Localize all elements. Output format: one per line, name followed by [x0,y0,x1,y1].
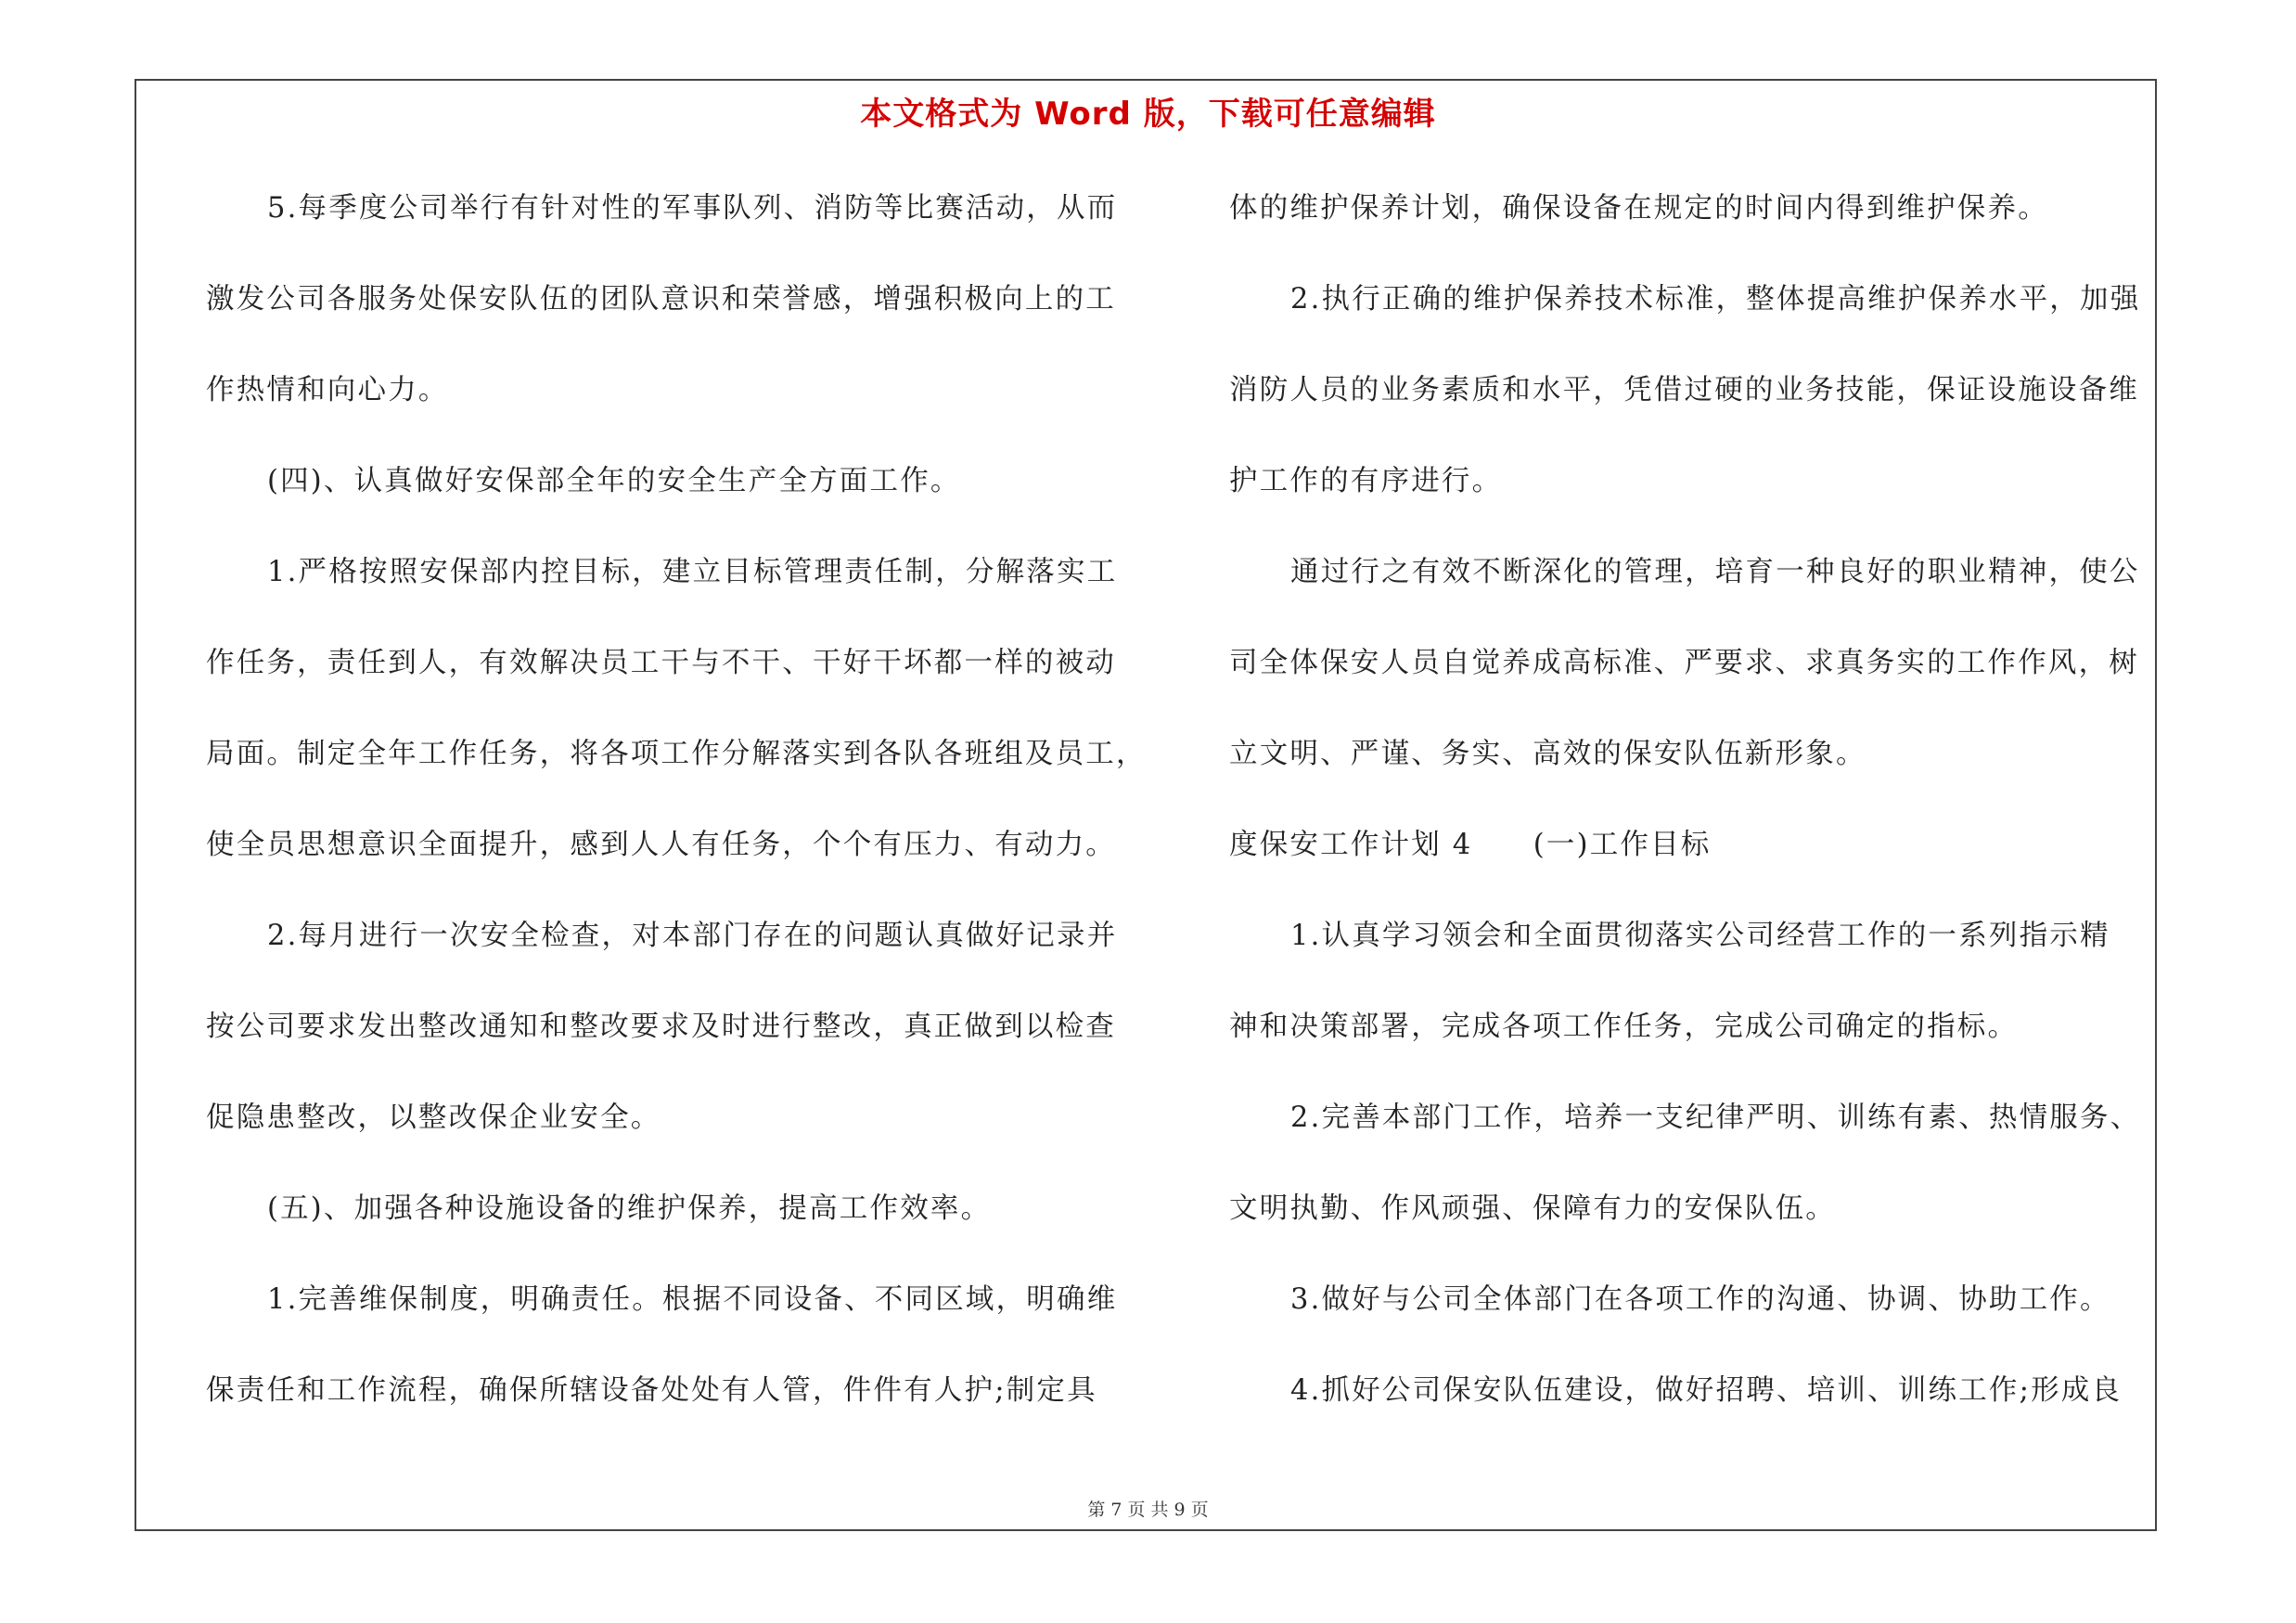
right-column [1229,186,2161,1459]
paragraph-line: 作热情和向心力。 [206,374,449,406]
paragraph-line: 体的维护保养计划，确保设备在规定的时间内得到维护保养。 [1229,192,2048,225]
paragraph-line: 5.每季度公司举行有针对性的军事队列、消防等比赛活动，从而 [267,192,1118,225]
section-heading: (五)、加强各种设施设备的维护保养，提高工作效率。 [267,1192,992,1225]
section-heading: 度保安工作计划 4 (一)工作目标 [1229,829,1712,861]
page-number: 第 7 页 共 9 页 [1087,1500,1209,1520]
paragraph-line: 使全员思想意识全面提升，感到人人有任务，个个有压力、有动力。 [206,829,1116,861]
paragraph-line: 激发公司各服务处保安队伍的团队意识和荣誉感，增强积极向上的工 [206,283,1116,316]
paragraph-line: 3.做好与公司全体部门在各项工作的沟通、协调、协助工作。 [1290,1283,2110,1316]
paragraph-line: 1.认真学习领会和全面贯彻落实公司经营工作的一系列指示精 [1290,920,2110,952]
paragraph-line: 消防人员的业务素质和水平，凭借过硬的业务技能，保证设施设备维 [1229,374,2139,406]
paragraph-line: 1.完善维保制度，明确责任。根据不同设备、不同区域，明确维 [267,1283,1118,1316]
paragraph-line: 促隐患整改，以整改保企业安全。 [206,1101,661,1134]
document-banner: 本文格式为 Word 版，下载可任意编辑 [860,96,1436,133]
paragraph-line: 护工作的有序进行。 [1229,465,1503,497]
paragraph-line: 作任务，责任到人，有效解决员工干与不干、干好干坏都一样的被动 [206,647,1116,679]
paragraph-line: 保责任和工作流程，确保所辖设备处处有人管，件件有人护;制定具 [206,1374,1097,1407]
left-column [206,186,1147,1459]
paragraph-line: 立文明、严谨、务实、高效的保安队伍新形象。 [1229,738,1866,770]
paragraph-line: 司全体保安人员自觉养成高标准、严要求、求真务实的工作作风，树 [1229,647,2139,679]
paragraph-line: 2.每月进行一次安全检查，对本部门存在的问题认真做好记录并 [267,920,1118,952]
paragraph-line: 4.抓好公司保安队伍建设，做好招聘、培训、训练工作;形成良 [1290,1374,2123,1407]
paragraph-line: 局面。制定全年工作任务，将各项工作分解落实到各队各班组及员工， [206,738,1147,770]
paragraph-line: 2.完善本部门工作，培养一支纪律严明、训练有素、热情服务、 [1290,1101,2141,1134]
paragraph-line: 2.执行正确的维护保养技术标准，整体提高维护保养水平，加强 [1290,283,2141,316]
paragraph-line: 文明执勤、作风顽强、保障有力的安保队伍。 [1229,1192,1836,1225]
section-heading: (四)、认真做好安保部全年的安全生产全方面工作。 [267,465,961,497]
paragraph-line: 按公司要求发出整改通知和整改要求及时进行整改，真正做到以检查 [206,1011,1116,1043]
paragraph-line: 1.严格按照安保部内控目标，建立目标管理责任制，分解落实工 [267,556,1118,588]
paragraph-line: 神和决策部署，完成各项工作任务，完成公司确定的指标。 [1229,1011,2019,1043]
paragraph-line: 通过行之有效不断深化的管理，培育一种良好的职业精神，使公 [1290,556,2140,588]
